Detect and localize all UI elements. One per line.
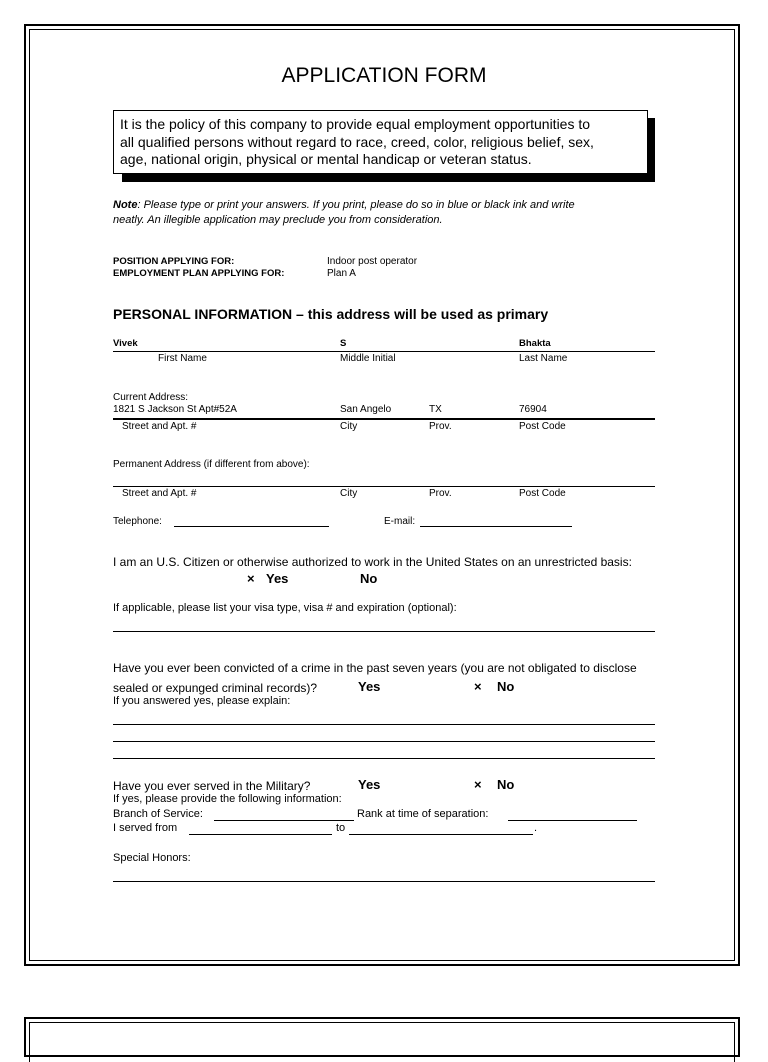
policy-box — [113, 110, 648, 174]
explain-label: If you answered yes, please explain: — [113, 695, 291, 707]
explain-line[interactable] — [113, 724, 655, 725]
instructions-note — [113, 198, 575, 228]
permanent-address-label: Permanent Address (if different from above): — [113, 459, 310, 470]
note-text: neatly. An illegible application may preclude you from consideration. — [113, 214, 443, 226]
last-name-value[interactable]: Bhakta — [519, 338, 551, 349]
telephone-label: Telephone: — [113, 516, 162, 527]
military-no-option[interactable]: No — [497, 777, 515, 792]
prov-value[interactable]: TX — [429, 404, 442, 415]
citizen-yes-option[interactable]: Yes — [266, 571, 289, 586]
position-label: POSITION APPLYING FOR: — [113, 256, 235, 267]
post-code-label: Post Code — [519, 488, 566, 499]
prov-label: Prov. — [429, 421, 452, 432]
served-from-label: I served from — [113, 822, 178, 834]
special-honors-label: Special Honors: — [113, 852, 191, 864]
no-checkmark[interactable]: × — [474, 777, 482, 792]
current-address-label: Current Address: — [113, 392, 189, 403]
city-value[interactable]: San Angelo — [340, 404, 392, 415]
street-label: Street and Apt. # — [122, 488, 197, 499]
telephone-field[interactable] — [174, 526, 329, 527]
visa-question: If applicable, please list your visa type, visa # and expiration (optional): — [113, 602, 457, 614]
street-label: Street and Apt. # — [122, 421, 197, 432]
form-title: APPLICATION FORM — [281, 64, 487, 87]
crime-no-option[interactable]: No — [497, 679, 515, 694]
policy-line: age, national origin, physical or mental handicap or veteran status. — [120, 151, 532, 167]
permanent-address-field[interactable] — [113, 486, 655, 487]
prov-label: Prov. — [429, 488, 452, 499]
branch-field[interactable] — [214, 820, 354, 821]
citizen-question: I am an U.S. Citizen or otherwise authorized to work in the United States on an unrestricted basis: — [113, 555, 632, 569]
rank-label: Rank at time of separation: — [357, 808, 489, 820]
explain-line[interactable] — [113, 741, 655, 742]
military-question: Have you ever served in the Military? — [113, 779, 311, 793]
post-code-label: Post Code — [519, 421, 566, 432]
city-label: City — [340, 488, 358, 499]
post-code-value[interactable]: 76904 — [519, 404, 547, 415]
note-label: Note — [113, 199, 138, 211]
note-text: : Please type or print your answers. If you print, please do so in blue or black ink and write — [137, 199, 575, 211]
address-rule — [113, 418, 655, 420]
email-label: E-mail: — [384, 516, 416, 527]
middle-initial-label: Middle Initial — [340, 353, 396, 364]
street-value[interactable]: 1821 S Jackson St Apt#52A — [113, 404, 237, 415]
policy-line: It is the policy of this company to provide equal employment opportunities to — [120, 116, 591, 132]
next-page-border-inner — [29, 1022, 735, 1062]
first-name-label: First Name — [158, 353, 207, 364]
personal-info-heading: PERSONAL INFORMATION – this address will be used as primary — [113, 306, 549, 322]
served-from-field[interactable] — [189, 834, 332, 835]
email-field[interactable] — [420, 526, 572, 527]
last-name-label: Last Name — [519, 353, 568, 364]
plan-label: EMPLOYMENT PLAN APPLYING FOR: — [113, 268, 285, 279]
no-checkmark[interactable]: × — [474, 679, 482, 694]
city-label: City — [340, 421, 358, 432]
rank-field[interactable] — [508, 820, 637, 821]
crime-yes-option[interactable]: Yes — [358, 679, 381, 694]
visa-field[interactable] — [113, 631, 655, 632]
plan-value[interactable]: Plan A — [327, 268, 356, 279]
explain-line[interactable] — [113, 758, 655, 759]
served-period: . — [534, 822, 538, 834]
served-to-label: to — [336, 822, 346, 834]
special-honors-field[interactable] — [113, 881, 655, 882]
yes-checkmark[interactable]: × — [247, 571, 255, 586]
military-yes-option[interactable]: Yes — [358, 777, 381, 792]
position-value[interactable]: Indoor post operator — [327, 256, 418, 267]
first-name-value[interactable]: Vivek — [113, 338, 138, 349]
branch-label: Branch of Service: — [113, 808, 203, 820]
policy-line: all qualified persons without regard to race, creed, color, religious belief, sex, — [120, 133, 594, 150]
crime-question: Have you ever been convicted of a crime in the past seven years (you are not obligated to disclose — [113, 661, 637, 675]
middle-initial-value[interactable]: S — [340, 338, 347, 349]
crime-question: sealed or expunged criminal records)? — [113, 681, 318, 695]
military-info-label: If yes, please provide the following information: — [113, 793, 342, 805]
served-to-field[interactable] — [349, 834, 533, 835]
citizen-no-option[interactable]: No — [360, 571, 378, 586]
name-rule — [113, 351, 655, 352]
